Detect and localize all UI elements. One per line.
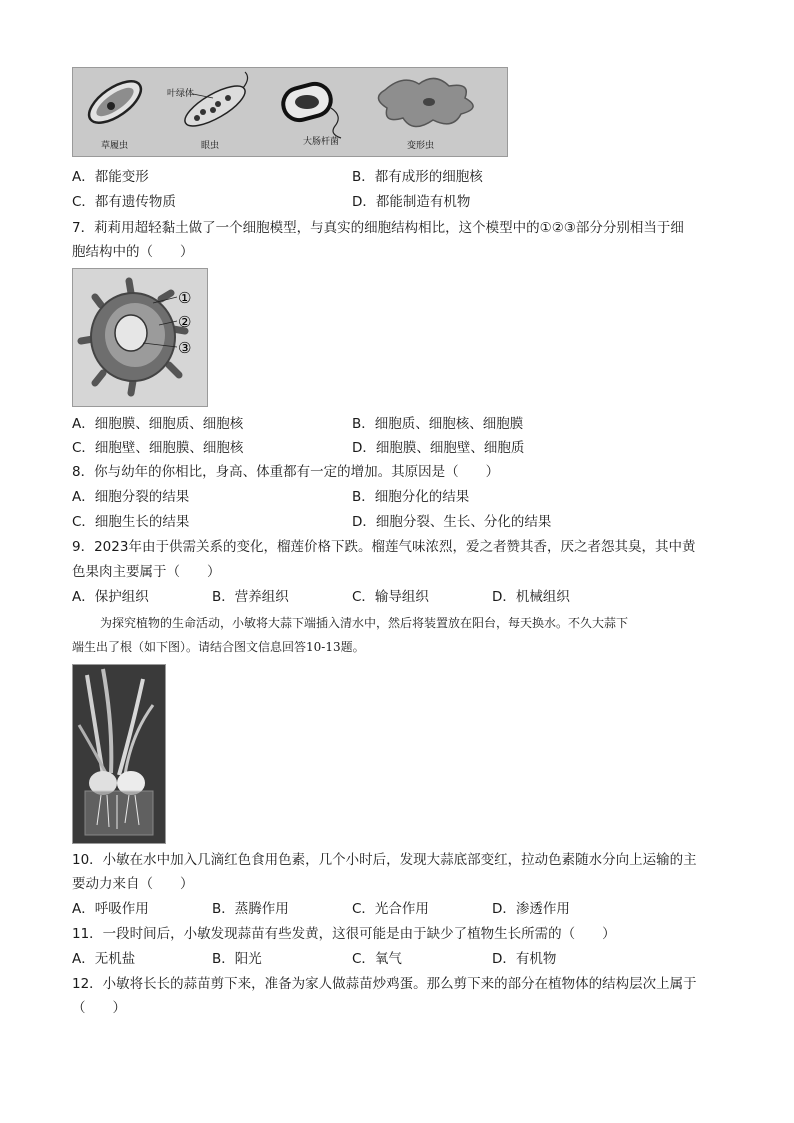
q9-option-c: C．输导组织 <box>352 589 429 605</box>
q7-option-b: B．细胞质、细胞核、细胞膜 <box>352 416 524 432</box>
cell-model-figure <box>72 268 208 407</box>
q6-option-b: B．都有成形的细胞核 <box>352 169 483 185</box>
q11-option-d: D．有机物 <box>492 951 557 967</box>
paramecium-drawing <box>82 73 147 130</box>
figure-label-amoeba: 变形虫 <box>407 141 435 151</box>
figure-label-euglena: 眼虫 <box>201 141 220 151</box>
q7-option-d: D．细胞膜、细胞壁、细胞质 <box>352 440 525 456</box>
model-label-3: ③ <box>178 339 192 357</box>
q8-stem: 8．你与幼年的你相比，身高、体重都有一定的增加。其原因是（ ） <box>72 464 500 480</box>
water-jar <box>85 791 153 835</box>
garlic-photo-drawing <box>73 665 165 843</box>
q10-option-c: C．光合作用 <box>352 901 429 917</box>
q8-option-a: A．细胞分裂的结果 <box>72 489 190 505</box>
euglena-drawing <box>180 72 251 133</box>
intro-line2: 端生出了根（如下图）。请结合图文信息回答10-13题。 <box>72 640 365 654</box>
model-label-2: ② <box>178 313 192 331</box>
q10-option-d: D．渗透作用 <box>492 901 570 917</box>
q7-option-c: C．细胞壁、细胞膜、细胞核 <box>72 440 244 456</box>
q7-stem-line1: 7．莉莉用超轻黏土做了一个细胞模型，与真实的细胞结构相比，这个模型中的①②③部分分别相当于细 <box>72 220 684 236</box>
cell-model-drawing <box>73 269 207 406</box>
q11-option-a: A．无机盐 <box>72 951 136 967</box>
chloroplast-annotation: 叶绿体 <box>167 89 195 99</box>
q10-stem-line2: 要动力来自（ ） <box>72 876 194 892</box>
q10-option-a: A．呼吸作用 <box>72 901 149 917</box>
q8-option-d: D．细胞分裂、生长、分化的结果 <box>352 514 552 530</box>
q12-stem-line1: 12．小敏将长长的蒜苗剪下来，准备为家人做蒜苗炒鸡蛋。那么剪下来的部分在植物体的结构层次上属于 <box>72 976 697 992</box>
clay-cell-model <box>81 281 185 393</box>
q8-option-b: B．细胞分化的结果 <box>352 489 470 505</box>
organisms-figure <box>72 67 508 157</box>
q9-stem-line1: 9．2023年由于供需关系的变化，榴莲价格下跌。榴莲气味浓烈，爱之者赞其香，厌之者怨其臭，其中黄 <box>72 539 696 555</box>
q9-option-a: A．保护组织 <box>72 589 149 605</box>
q10-option-b: B．蒸腾作用 <box>212 901 289 917</box>
q6-option-a: A．都能变形 <box>72 169 149 185</box>
q11-option-c: C．氧气 <box>352 951 402 967</box>
garlic-photo <box>72 664 166 844</box>
model-label-1: ① <box>178 289 192 307</box>
organisms-figure-drawing <box>73 68 507 156</box>
q7-option-a: A．细胞膜、细胞质、细胞核 <box>72 416 244 432</box>
q10-stem-line1: 10．小敏在水中加入几滴红色食用色素，几个小时后，发现大蒜底部变红，拉动色素随水分向上运输的主 <box>72 852 697 868</box>
intro-line1: 为探究植物的生命活动，小敏将大蒜下端插入清水中，然后将装置放在阳台，每天换水。不久大蒜下 <box>100 616 629 630</box>
q8-option-c: C．细胞生长的结果 <box>72 514 190 530</box>
figure-label-ecoli: 大肠杆菌 <box>303 137 340 147</box>
q7-stem-line2: 胞结构中的（ ） <box>72 244 194 260</box>
figure-label-paramecium: 草履虫 <box>101 141 129 151</box>
q11-stem: 11．一段时间后，小敏发现蒜苗有些发黄，这很可能是由于缺少了植物生长所需的（ ） <box>72 926 616 942</box>
q11-option-b: B．阳光 <box>212 951 262 967</box>
q9-option-d: D．机械组织 <box>492 589 570 605</box>
garlic-sprouts <box>79 669 153 775</box>
q12-stem-line2: （ ） <box>72 1000 126 1016</box>
q9-option-b: B．营养组织 <box>212 589 289 605</box>
q6-option-c: C．都有遗传物质 <box>72 194 176 210</box>
q9-stem-line2: 色果肉主要属于（ ） <box>72 564 221 580</box>
ecoli-drawing <box>280 80 341 138</box>
amoeba-drawing <box>378 78 473 126</box>
q6-option-d: D．都能制造有机物 <box>352 194 471 210</box>
